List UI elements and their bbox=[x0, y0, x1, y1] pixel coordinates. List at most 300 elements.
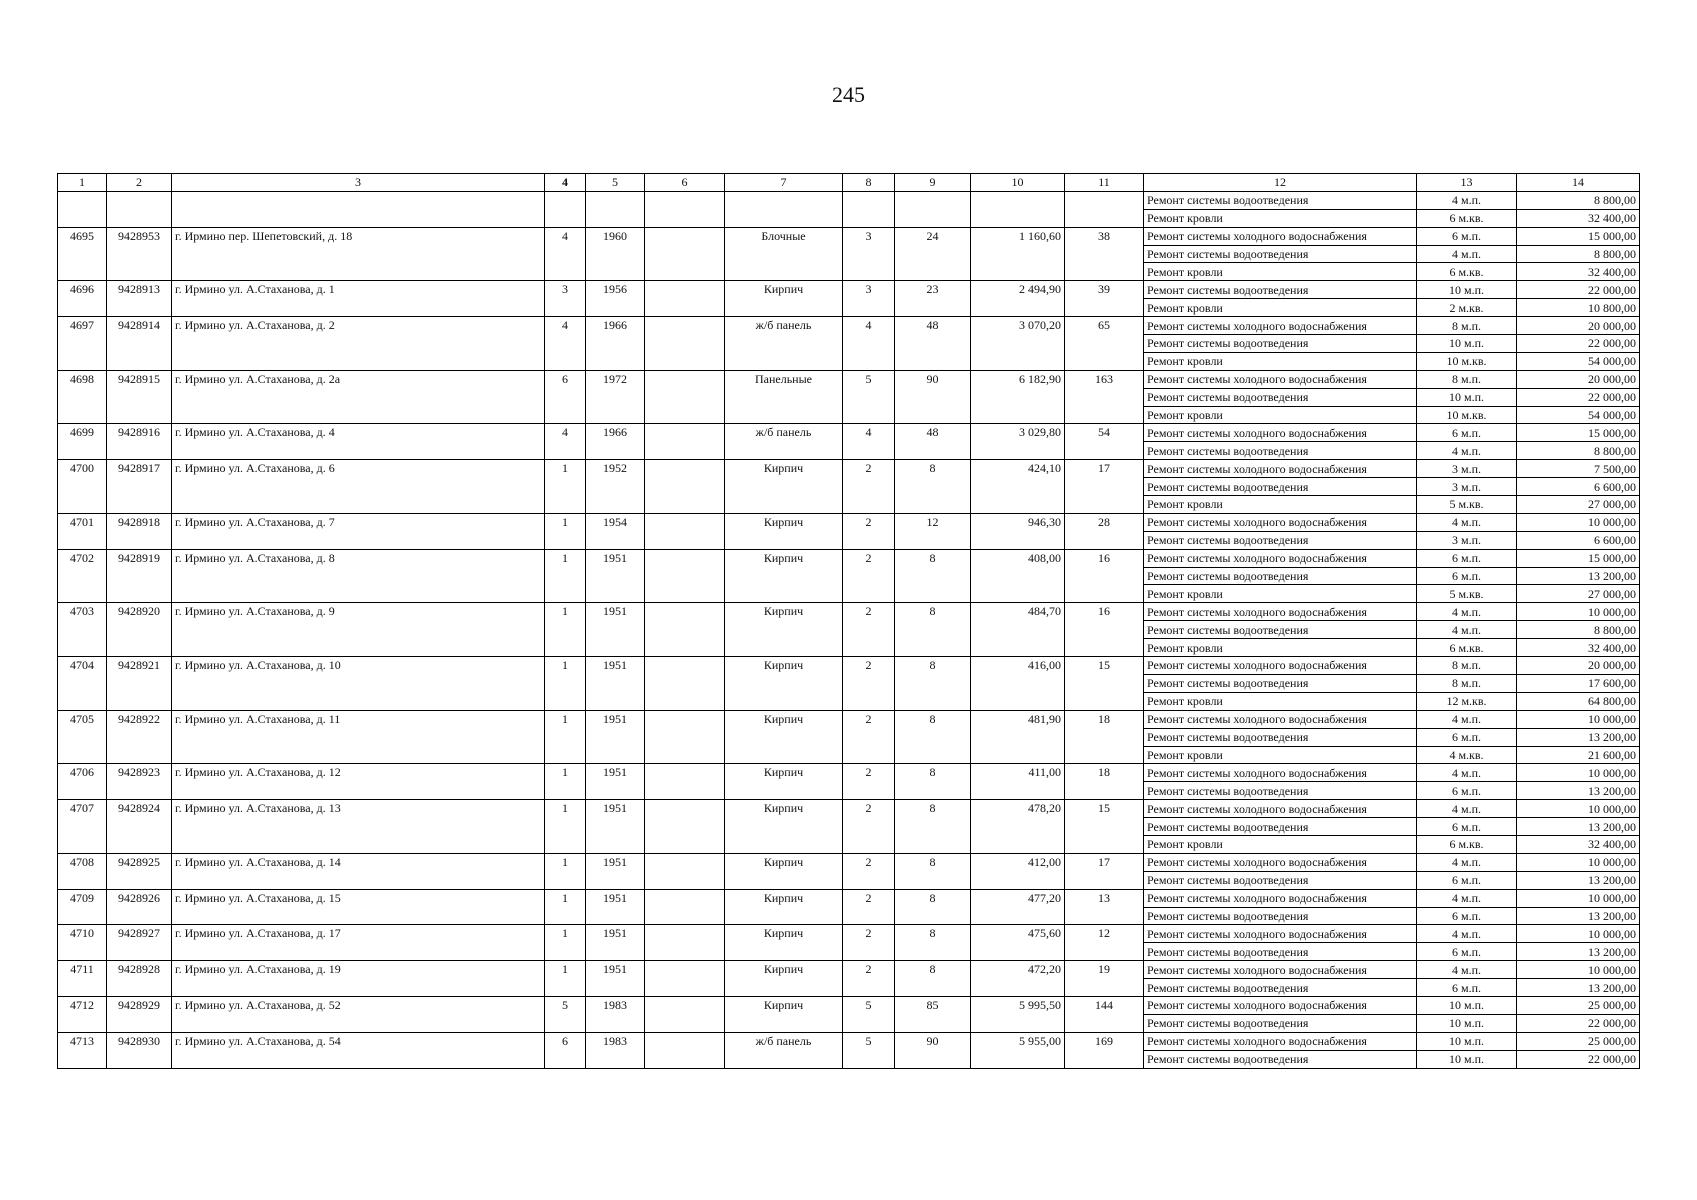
table-row bbox=[58, 961, 1640, 979]
work-name: Ремонт системы водоотведения bbox=[1144, 567, 1417, 585]
work-cost: 32 400,00 bbox=[1517, 639, 1640, 657]
work-name: Ремонт системы холодного водоснабжения bbox=[1144, 764, 1417, 782]
work-cost: 20 000,00 bbox=[1517, 317, 1640, 335]
floor-count: 4 bbox=[545, 317, 586, 371]
house-group bbox=[58, 603, 1640, 657]
build-year: 1951 bbox=[586, 549, 645, 603]
house-group bbox=[58, 549, 1640, 603]
work-name: Ремонт системы холодного водоснабжения bbox=[1144, 925, 1417, 943]
column-6-value bbox=[645, 460, 725, 514]
house-group bbox=[58, 1032, 1640, 1068]
column-6-value bbox=[645, 317, 725, 371]
work-cost: 15 000,00 bbox=[1517, 424, 1640, 442]
work-quantity: 6 м.п. bbox=[1417, 943, 1517, 961]
work-name: Ремонт системы водоотведения bbox=[1144, 818, 1417, 836]
floor-count: 1 bbox=[545, 549, 586, 603]
work-name: Ремонт кровли bbox=[1144, 406, 1417, 424]
resident-count bbox=[1065, 191, 1144, 227]
house-address: г. Ирмино ул. А.Стаханова, д. 1 bbox=[172, 281, 545, 317]
resident-count: 15 bbox=[1065, 800, 1144, 854]
wall-material: Кирпич bbox=[725, 961, 843, 997]
house-code: 9428924 bbox=[107, 800, 172, 854]
resident-count: 38 bbox=[1065, 227, 1144, 281]
house-address: г. Ирмино ул. А.Стаханова, д. 6 bbox=[172, 460, 545, 514]
floor-count: 1 bbox=[545, 889, 586, 925]
column-header-5: 5 bbox=[586, 174, 645, 192]
work-name: Ремонт системы холодного водоснабжения bbox=[1144, 800, 1417, 818]
house-code: 9428923 bbox=[107, 764, 172, 800]
house-group bbox=[58, 281, 1640, 317]
work-name: Ремонт системы холодного водоснабжения bbox=[1144, 513, 1417, 531]
resident-count: 12 bbox=[1065, 925, 1144, 961]
work-cost: 13 200,00 bbox=[1517, 943, 1640, 961]
column-6-value bbox=[645, 1032, 725, 1068]
work-quantity: 8 м.п. bbox=[1417, 317, 1517, 335]
build-year: 1951 bbox=[586, 889, 645, 925]
house-number: 4696 bbox=[58, 281, 107, 317]
wall-material: Кирпич bbox=[725, 889, 843, 925]
entrance-count: 2 bbox=[843, 961, 895, 997]
house-address: г. Ирмино ул. А.Стаханова, д. 9 bbox=[172, 603, 545, 657]
house-number: 4698 bbox=[58, 370, 107, 424]
build-year: 1951 bbox=[586, 961, 645, 997]
work-name: Ремонт системы холодного водоснабжения bbox=[1144, 657, 1417, 675]
work-quantity: 4 м.п. bbox=[1417, 442, 1517, 460]
entrance-count: 5 bbox=[843, 996, 895, 1032]
house-number: 4706 bbox=[58, 764, 107, 800]
apartment-count: 90 bbox=[895, 370, 971, 424]
house-group bbox=[58, 460, 1640, 514]
wall-material bbox=[725, 191, 843, 227]
work-cost: 8 800,00 bbox=[1517, 245, 1640, 263]
work-cost: 22 000,00 bbox=[1517, 388, 1640, 406]
build-year: 1960 bbox=[586, 227, 645, 281]
work-name: Ремонт системы водоотведения bbox=[1144, 531, 1417, 549]
resident-count: 54 bbox=[1065, 424, 1144, 460]
column-header-7: 7 bbox=[725, 174, 843, 192]
work-name: Ремонт системы водоотведения bbox=[1144, 245, 1417, 263]
work-cost: 6 600,00 bbox=[1517, 531, 1640, 549]
wall-material: Кирпич bbox=[725, 460, 843, 514]
work-cost: 10 800,00 bbox=[1517, 299, 1640, 317]
table-row bbox=[58, 889, 1640, 907]
entrance-count: 4 bbox=[843, 317, 895, 371]
column-header-10: 10 bbox=[971, 174, 1065, 192]
house-group bbox=[58, 889, 1640, 925]
house-address: г. Ирмино ул. А.Стаханова, д. 52 bbox=[172, 996, 545, 1032]
entrance-count: 2 bbox=[843, 460, 895, 514]
table-row bbox=[58, 370, 1640, 388]
work-cost: 22 000,00 bbox=[1517, 1050, 1640, 1068]
work-name: Ремонт системы водоотведения bbox=[1144, 621, 1417, 639]
floor-count: 4 bbox=[545, 227, 586, 281]
work-name: Ремонт системы холодного водоснабжения bbox=[1144, 603, 1417, 621]
column-6-value bbox=[645, 657, 725, 711]
entrance-count: 5 bbox=[843, 370, 895, 424]
table-row bbox=[58, 281, 1640, 299]
wall-material: Кирпич bbox=[725, 710, 843, 764]
floor-count: 1 bbox=[545, 764, 586, 800]
work-quantity: 6 м.п. bbox=[1417, 782, 1517, 800]
house-code: 9428919 bbox=[107, 549, 172, 603]
house-number: 4710 bbox=[58, 925, 107, 961]
work-cost: 10 000,00 bbox=[1517, 764, 1640, 782]
table-row bbox=[58, 1032, 1640, 1050]
house-address: г. Ирмино ул. А.Стаханова, д. 2 bbox=[172, 317, 545, 371]
work-cost: 32 400,00 bbox=[1517, 209, 1640, 227]
entrance-count: 2 bbox=[843, 549, 895, 603]
apartment-count: 90 bbox=[895, 1032, 971, 1068]
house-group bbox=[58, 996, 1640, 1032]
build-year: 1952 bbox=[586, 460, 645, 514]
apartment-count: 8 bbox=[895, 853, 971, 889]
page-number: 245 bbox=[832, 82, 865, 107]
work-cost: 20 000,00 bbox=[1517, 657, 1640, 675]
house-address: г. Ирмино ул. А.Стаханова, д. 17 bbox=[172, 925, 545, 961]
house-number: 4701 bbox=[58, 513, 107, 549]
house-address: г. Ирмино ул. А.Стаханова, д. 7 bbox=[172, 513, 545, 549]
work-quantity: 4 м.п. bbox=[1417, 961, 1517, 979]
house-number bbox=[58, 191, 107, 227]
work-quantity: 6 м.кв. bbox=[1417, 263, 1517, 281]
build-year: 1954 bbox=[586, 513, 645, 549]
work-name: Ремонт кровли bbox=[1144, 352, 1417, 370]
total-area: 478,20 bbox=[971, 800, 1065, 854]
wall-material: ж/б панель bbox=[725, 317, 843, 371]
entrance-count: 2 bbox=[843, 800, 895, 854]
work-name: Ремонт кровли bbox=[1144, 639, 1417, 657]
work-quantity: 6 м.п. bbox=[1417, 567, 1517, 585]
work-cost: 10 000,00 bbox=[1517, 513, 1640, 531]
apartment-count: 8 bbox=[895, 764, 971, 800]
total-area: 481,90 bbox=[971, 710, 1065, 764]
work-quantity: 6 м.п. bbox=[1417, 907, 1517, 925]
work-quantity: 6 м.п. bbox=[1417, 871, 1517, 889]
entrance-count: 2 bbox=[843, 657, 895, 711]
work-name: Ремонт системы холодного водоснабжения bbox=[1144, 460, 1417, 478]
table-row bbox=[58, 657, 1640, 675]
apartment-count: 8 bbox=[895, 460, 971, 514]
house-number: 4711 bbox=[58, 961, 107, 997]
house-code: 9428930 bbox=[107, 1032, 172, 1068]
table-header bbox=[58, 174, 1640, 192]
column-6-value bbox=[645, 191, 725, 227]
work-quantity: 6 м.п. bbox=[1417, 424, 1517, 442]
apartment-count: 8 bbox=[895, 961, 971, 997]
table-row bbox=[58, 317, 1640, 335]
wall-material: Кирпич bbox=[725, 281, 843, 317]
work-quantity: 4 м.п. bbox=[1417, 764, 1517, 782]
house-number: 4695 bbox=[58, 227, 107, 281]
resident-count: 16 bbox=[1065, 603, 1144, 657]
work-quantity: 4 м.п. bbox=[1417, 603, 1517, 621]
column-6-value bbox=[645, 549, 725, 603]
work-quantity: 4 м.п. bbox=[1417, 853, 1517, 871]
house-group bbox=[58, 191, 1640, 227]
work-cost: 10 000,00 bbox=[1517, 800, 1640, 818]
work-quantity: 4 м.п. bbox=[1417, 621, 1517, 639]
column-6-value bbox=[645, 889, 725, 925]
floor-count bbox=[545, 191, 586, 227]
work-name: Ремонт системы холодного водоснабжения bbox=[1144, 549, 1417, 567]
work-quantity: 4 м.кв. bbox=[1417, 746, 1517, 764]
build-year: 1983 bbox=[586, 1032, 645, 1068]
house-number: 4708 bbox=[58, 853, 107, 889]
total-area: 424,10 bbox=[971, 460, 1065, 514]
work-quantity: 12 м.кв. bbox=[1417, 692, 1517, 710]
work-name: Ремонт системы водоотведения bbox=[1144, 191, 1417, 209]
resident-count: 65 bbox=[1065, 317, 1144, 371]
wall-material: Кирпич bbox=[725, 925, 843, 961]
apartment-count: 23 bbox=[895, 281, 971, 317]
work-name: Ремонт системы водоотведения bbox=[1144, 388, 1417, 406]
wall-material: ж/б панель bbox=[725, 1032, 843, 1068]
work-name: Ремонт системы холодного водоснабжения bbox=[1144, 710, 1417, 728]
work-quantity: 2 м.кв. bbox=[1417, 299, 1517, 317]
work-quantity: 10 м.п. bbox=[1417, 996, 1517, 1014]
work-cost: 7 500,00 bbox=[1517, 460, 1640, 478]
work-cost: 8 800,00 bbox=[1517, 621, 1640, 639]
house-group bbox=[58, 764, 1640, 800]
build-year: 1951 bbox=[586, 603, 645, 657]
work-cost: 13 200,00 bbox=[1517, 979, 1640, 997]
work-quantity: 4 м.п. bbox=[1417, 925, 1517, 943]
house-group bbox=[58, 710, 1640, 764]
work-cost: 8 800,00 bbox=[1517, 442, 1640, 460]
house-group bbox=[58, 925, 1640, 961]
house-number: 4712 bbox=[58, 996, 107, 1032]
house-address: г. Ирмино ул. А.Стаханова, д. 11 bbox=[172, 710, 545, 764]
column-6-value bbox=[645, 281, 725, 317]
apartment-count: 8 bbox=[895, 710, 971, 764]
table-row bbox=[58, 424, 1640, 442]
house-code: 9428927 bbox=[107, 925, 172, 961]
house-address bbox=[172, 191, 545, 227]
work-cost: 8 800,00 bbox=[1517, 191, 1640, 209]
work-quantity: 3 м.п. bbox=[1417, 478, 1517, 496]
apartment-count: 8 bbox=[895, 603, 971, 657]
apartment-count: 12 bbox=[895, 513, 971, 549]
column-header-6: 6 bbox=[645, 174, 725, 192]
house-code: 9428921 bbox=[107, 657, 172, 711]
work-cost: 20 000,00 bbox=[1517, 370, 1640, 388]
work-quantity: 10 м.кв. bbox=[1417, 352, 1517, 370]
table-row bbox=[58, 996, 1640, 1014]
house-address: г. Ирмино ул. А.Стаханова, д. 13 bbox=[172, 800, 545, 854]
work-name: Ремонт системы холодного водоснабжения bbox=[1144, 996, 1417, 1014]
work-cost: 22 000,00 bbox=[1517, 335, 1640, 353]
house-code: 9428953 bbox=[107, 227, 172, 281]
work-quantity: 10 м.п. bbox=[1417, 335, 1517, 353]
work-quantity: 10 м.кв. bbox=[1417, 406, 1517, 424]
column-header-3: 3 bbox=[172, 174, 545, 192]
house-group bbox=[58, 853, 1640, 889]
work-cost: 13 200,00 bbox=[1517, 567, 1640, 585]
work-name: Ремонт системы водоотведения bbox=[1144, 478, 1417, 496]
work-quantity: 4 м.п. bbox=[1417, 245, 1517, 263]
floor-count: 1 bbox=[545, 513, 586, 549]
entrance-count: 2 bbox=[843, 603, 895, 657]
house-address: г. Ирмино ул. А.Стаханова, д. 15 bbox=[172, 889, 545, 925]
column-6-value bbox=[645, 227, 725, 281]
work-name: Ремонт кровли bbox=[1144, 496, 1417, 514]
wall-material: ж/б панель bbox=[725, 424, 843, 460]
column-header-9: 9 bbox=[895, 174, 971, 192]
house-group bbox=[58, 800, 1640, 854]
house-number: 4704 bbox=[58, 657, 107, 711]
house-code: 9428920 bbox=[107, 603, 172, 657]
build-year bbox=[586, 191, 645, 227]
house-group bbox=[58, 227, 1640, 281]
work-name: Ремонт системы водоотведения bbox=[1144, 281, 1417, 299]
work-quantity: 5 м.кв. bbox=[1417, 585, 1517, 603]
house-number: 4705 bbox=[58, 710, 107, 764]
entrance-count: 2 bbox=[843, 513, 895, 549]
floor-count: 3 bbox=[545, 281, 586, 317]
work-name: Ремонт кровли bbox=[1144, 209, 1417, 227]
resident-count: 13 bbox=[1065, 889, 1144, 925]
column-header-11: 11 bbox=[1065, 174, 1144, 192]
resident-count: 169 bbox=[1065, 1032, 1144, 1068]
total-area: 5 955,00 bbox=[971, 1032, 1065, 1068]
house-group bbox=[58, 424, 1640, 460]
apartment-count: 8 bbox=[895, 657, 971, 711]
resident-count: 19 bbox=[1065, 961, 1144, 997]
apartment-count: 8 bbox=[895, 549, 971, 603]
house-group bbox=[58, 657, 1640, 711]
floor-count: 1 bbox=[545, 925, 586, 961]
house-group bbox=[58, 961, 1640, 997]
house-address: г. Ирмино ул. А.Стаханова, д. 19 bbox=[172, 961, 545, 997]
entrance-count: 3 bbox=[843, 227, 895, 281]
work-name: Ремонт системы холодного водоснабжения bbox=[1144, 889, 1417, 907]
total-area: 411,00 bbox=[971, 764, 1065, 800]
house-address: г. Ирмино ул. А.Стаханова, д. 10 bbox=[172, 657, 545, 711]
resident-count: 18 bbox=[1065, 764, 1144, 800]
work-quantity: 4 м.п. bbox=[1417, 513, 1517, 531]
work-cost: 25 000,00 bbox=[1517, 996, 1640, 1014]
table-row bbox=[58, 513, 1640, 531]
work-name: Ремонт кровли bbox=[1144, 746, 1417, 764]
total-area: 946,30 bbox=[971, 513, 1065, 549]
wall-material: Кирпич bbox=[725, 603, 843, 657]
build-year: 1951 bbox=[586, 853, 645, 889]
build-year: 1966 bbox=[586, 317, 645, 371]
work-quantity: 5 м.кв. bbox=[1417, 496, 1517, 514]
total-area: 475,60 bbox=[971, 925, 1065, 961]
build-year: 1951 bbox=[586, 657, 645, 711]
floor-count: 1 bbox=[545, 853, 586, 889]
floor-count: 4 bbox=[545, 424, 586, 460]
work-name: Ремонт кровли bbox=[1144, 263, 1417, 281]
column-6-value bbox=[645, 996, 725, 1032]
total-area: 416,00 bbox=[971, 657, 1065, 711]
total-area: 484,70 bbox=[971, 603, 1065, 657]
work-name: Ремонт системы водоотведения bbox=[1144, 871, 1417, 889]
table-row bbox=[58, 603, 1640, 621]
work-name: Ремонт системы водоотведения bbox=[1144, 335, 1417, 353]
work-name: Ремонт кровли bbox=[1144, 835, 1417, 853]
work-name: Ремонт кровли bbox=[1144, 585, 1417, 603]
work-quantity: 8 м.п. bbox=[1417, 657, 1517, 675]
total-area: 472,20 bbox=[971, 961, 1065, 997]
work-cost: 64 800,00 bbox=[1517, 692, 1640, 710]
work-quantity: 6 м.п. bbox=[1417, 818, 1517, 836]
total-area: 3 070,20 bbox=[971, 317, 1065, 371]
work-cost: 32 400,00 bbox=[1517, 263, 1640, 281]
build-year: 1951 bbox=[586, 764, 645, 800]
resident-count: 39 bbox=[1065, 281, 1144, 317]
work-cost: 10 000,00 bbox=[1517, 961, 1640, 979]
floor-count: 5 bbox=[545, 996, 586, 1032]
column-6-value bbox=[645, 710, 725, 764]
house-address: г. Ирмино ул. А.Стаханова, д. 54 bbox=[172, 1032, 545, 1068]
floor-count: 1 bbox=[545, 603, 586, 657]
work-quantity: 8 м.п. bbox=[1417, 370, 1517, 388]
entrance-count: 2 bbox=[843, 710, 895, 764]
work-cost: 17 600,00 bbox=[1517, 674, 1640, 692]
column-header-13: 13 bbox=[1417, 174, 1517, 192]
house-address: г. Ирмино ул. А.Стаханова, д. 14 bbox=[172, 853, 545, 889]
work-cost: 27 000,00 bbox=[1517, 585, 1640, 603]
work-quantity: 8 м.п. bbox=[1417, 674, 1517, 692]
resident-count: 18 bbox=[1065, 710, 1144, 764]
work-cost: 13 200,00 bbox=[1517, 907, 1640, 925]
column-header-1: 1 bbox=[58, 174, 107, 192]
build-year: 1972 bbox=[586, 370, 645, 424]
house-code: 9428918 bbox=[107, 513, 172, 549]
house-code: 9428929 bbox=[107, 996, 172, 1032]
work-quantity: 10 м.п. bbox=[1417, 281, 1517, 299]
work-name: Ремонт системы водоотведения bbox=[1144, 1050, 1417, 1068]
house-number: 4700 bbox=[58, 460, 107, 514]
floor-count: 6 bbox=[545, 370, 586, 424]
house-address: г. Ирмино ул. А.Стаханова, д. 12 bbox=[172, 764, 545, 800]
work-cost: 21 600,00 bbox=[1517, 746, 1640, 764]
column-6-value bbox=[645, 853, 725, 889]
house-code: 9428922 bbox=[107, 710, 172, 764]
work-cost: 25 000,00 bbox=[1517, 1032, 1640, 1050]
work-name: Ремонт системы холодного водоснабжения bbox=[1144, 424, 1417, 442]
work-cost: 13 200,00 bbox=[1517, 818, 1640, 836]
build-year: 1951 bbox=[586, 710, 645, 764]
work-name: Ремонт системы водоотведения bbox=[1144, 728, 1417, 746]
work-cost: 32 400,00 bbox=[1517, 835, 1640, 853]
repair-registry-table bbox=[57, 173, 1640, 1069]
column-header-2: 2 bbox=[107, 174, 172, 192]
column-header-14: 14 bbox=[1517, 174, 1640, 192]
apartment-count: 8 bbox=[895, 925, 971, 961]
work-quantity: 6 м.п. bbox=[1417, 549, 1517, 567]
work-name: Ремонт системы холодного водоснабжения bbox=[1144, 227, 1417, 245]
house-code: 9428913 bbox=[107, 281, 172, 317]
wall-material: Кирпич bbox=[725, 853, 843, 889]
wall-material: Кирпич bbox=[725, 513, 843, 549]
work-quantity: 4 м.п. bbox=[1417, 800, 1517, 818]
total-area: 3 029,80 bbox=[971, 424, 1065, 460]
house-number: 4702 bbox=[58, 549, 107, 603]
house-code: 9428917 bbox=[107, 460, 172, 514]
house-number: 4697 bbox=[58, 317, 107, 371]
build-year: 1983 bbox=[586, 996, 645, 1032]
floor-count: 1 bbox=[545, 800, 586, 854]
house-code: 9428914 bbox=[107, 317, 172, 371]
build-year: 1966 bbox=[586, 424, 645, 460]
total-area: 408,00 bbox=[971, 549, 1065, 603]
column-6-value bbox=[645, 370, 725, 424]
table-row bbox=[58, 460, 1640, 478]
house-number: 4703 bbox=[58, 603, 107, 657]
